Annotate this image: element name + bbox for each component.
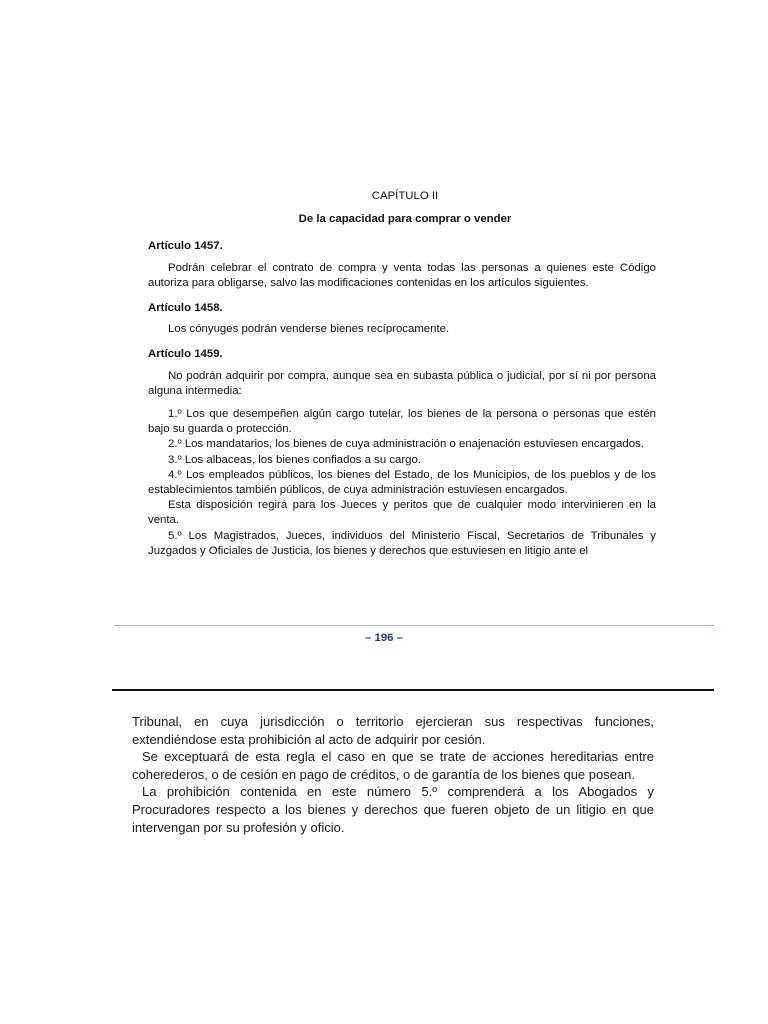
article-heading: Artículo 1458. — [148, 302, 223, 315]
continuation-paragraph: Se exceptuará de esta regla el caso en que se trate de acciones hereditarias entre coherederos, o de cesión en pago de créditos, o de garantía de los bienes que posean. — [132, 749, 654, 782]
list-item: Esta disposición regirá para los Jueces y peritos que de cualquier modo intervinieren en la venta. — [148, 499, 656, 527]
article-1459 — [148, 347, 656, 559]
list-item: 3.º Los albaceas, los bienes confiados a su cargo. — [168, 453, 422, 466]
article-paragraph: No podrán adquirir por compra, aunque sea en subasta pública o judicial, por sí ni por persona alguna intermedia: — [148, 369, 656, 397]
page-break-divider — [112, 689, 714, 691]
list-item: 5.º Los Magistrados, Jueces, individuos del Ministerio Fiscal, Secretarios de Tribunales y Juzgados y Oficiales de Justicia, los bienes y derechos que estuviesen en litigio ante el — [148, 529, 656, 557]
article-heading: Artículo 1457. — [148, 240, 223, 253]
article-heading: Artículo 1459. — [148, 348, 223, 361]
continuation-paragraph: La prohibición contenida en este número 5.º comprenderá a los Abogados y Procuradores respecto a los bienes y derechos que fueren objeto de un litigio en que intervengan por su profesión y oficio. — [132, 784, 654, 835]
article-1458 — [148, 301, 656, 337]
article-1457 — [148, 239, 656, 291]
chapter-number: CAPÍTULO II — [371, 190, 439, 202]
continuation-paragraph: Tribunal, en cuya jurisdicción o territorio ejercieran sus respectivas funciones, extendiéndose esta prohibición al acto de adquirir por cesión. — [132, 714, 654, 747]
chapter-title: De la capacidad para comprar o vender — [298, 213, 512, 226]
footer-divider — [114, 625, 714, 626]
page-197-body — [132, 713, 654, 836]
article-paragraph: Podrán celebrar el contrato de compra y venta todas las personas a quienes este Código autoriza para obligarse, salvo las modificaciones contenidas en los artículos siguientes. — [148, 261, 656, 289]
list-item: 1.º Los que desempeñen algún cargo tutelar, los bienes de la persona o personas que estén bajo su guarda o protección. — [148, 408, 656, 436]
page-196-body — [148, 189, 656, 569]
list-item: 2.º Los mandatarios, los bienes de cuya administración o enajenación estuviesen encargados. — [168, 438, 644, 451]
page-number: – 196 – — [364, 632, 403, 644]
list-item: 4.º Los empleados públicos, los bienes del Estado, de los Municipios, de los pueblos y de los establecimientos también públicos, de cuya administración estuviesen encargados. — [148, 468, 656, 497]
article-paragraph: Los cónyuges podrán venderse bienes recíprocamente. — [168, 323, 450, 336]
